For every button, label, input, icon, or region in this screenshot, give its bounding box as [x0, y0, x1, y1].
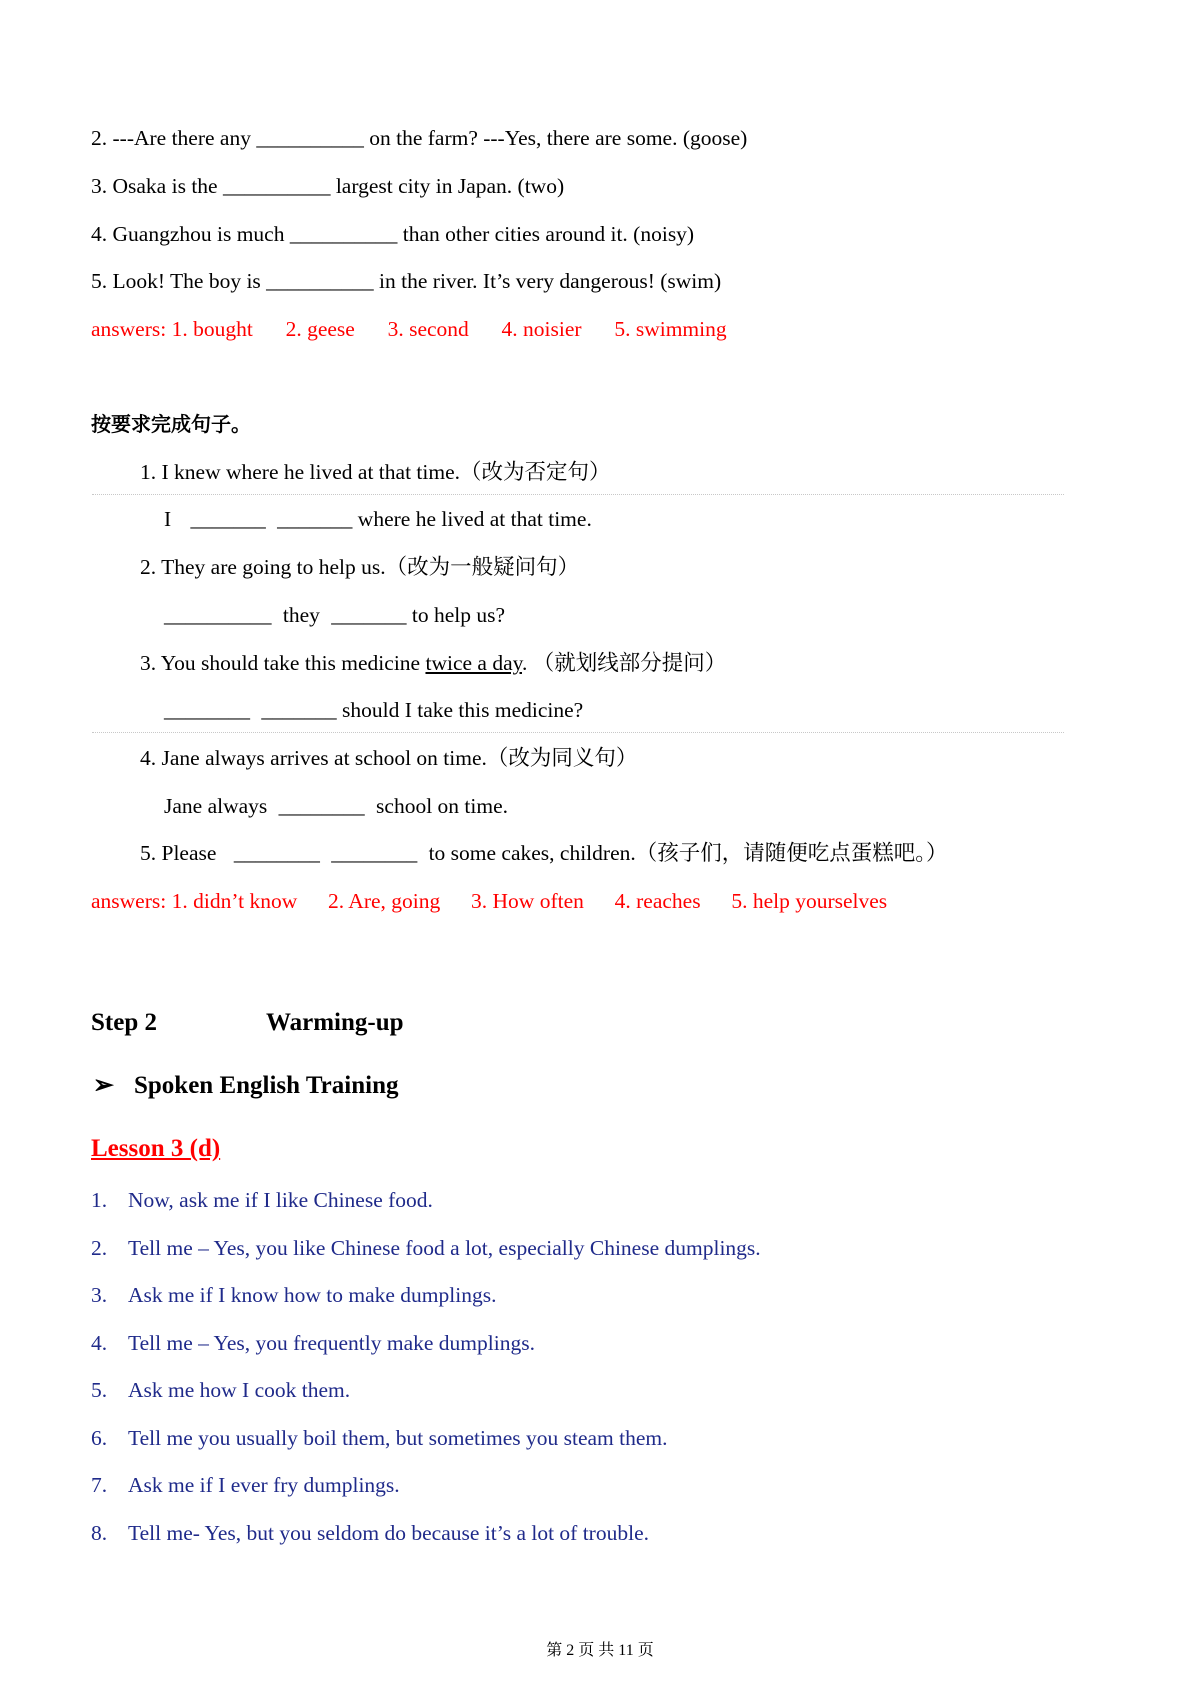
- lesson-item: 8. Tell me- Yes, but you seldom do because it’s a lot of trouble.: [91, 1521, 649, 1545]
- exercise2-q1-blank: I _______ _______ where he lived at that time.: [164, 507, 592, 531]
- answer-4: 4. reaches: [614, 889, 701, 913]
- exercise2-q4: 4. Jane always arrives at school on time.（改为同义句）: [140, 746, 638, 770]
- answer-2: 2. geese: [285, 317, 355, 341]
- underlined-phrase: twice a day: [425, 651, 522, 675]
- exercise1-answers: [91, 319, 727, 341]
- lesson-item: 5. Ask me how I cook them.: [91, 1378, 351, 1402]
- exercise2-q1: 1. I knew where he lived at that time.（改为否定句）: [140, 460, 611, 484]
- answer-4: 4. noisier: [501, 317, 582, 341]
- exercise1-q2: 2. ---Are there any __________ on the farm? ---Yes, there are some. (goose): [91, 126, 748, 150]
- answer-2: 2. Are, going: [327, 889, 441, 913]
- exercise2-q5: 5. Please ________ ________ to some cakes, children.（孩子们，请随便吃点蛋糕吧。）: [140, 841, 948, 865]
- exercise2-q3-blank: ________ _______ should I take this medicine?: [164, 698, 584, 722]
- exercise1-q4: 4. Guangzhou is much __________ than other cities around it. (noisy): [91, 222, 695, 246]
- answer-1: 1. bought: [171, 317, 253, 341]
- lesson-title: Lesson 3 (d): [91, 1135, 221, 1162]
- exercise1-q5: 5. Look! The boy is __________ in the river. It’s very dangerous! (swim): [91, 269, 722, 293]
- divider: [92, 732, 1064, 733]
- exercise2-q3: 3. You should take this medicine twice a day. （就划线部分提问）: [140, 651, 727, 675]
- lesson-item: 1. Now, ask me if I like Chinese food.: [91, 1188, 433, 1212]
- page-footer: 第 2 页 共 11 页: [546, 1642, 654, 1659]
- answer-3: 3. How often: [471, 889, 584, 913]
- exercise2-q4-blank: Jane always ________ school on time.: [164, 794, 509, 818]
- lesson-item: 3. Ask me if I know how to make dumplings.: [91, 1283, 497, 1307]
- lesson-item: 2. Tell me – Yes, you like Chinese food a lot, especially Chinese dumplings.: [91, 1236, 761, 1260]
- exercise2-q2: 2. They are going to help us.（改为一般疑问句）: [140, 555, 580, 579]
- lesson-item: 4. Tell me – Yes, you frequently make dumplings.: [91, 1331, 535, 1355]
- answer-5: 5. help yourselves: [731, 889, 888, 913]
- lesson-item: 6. Tell me you usually boil them, but sometimes you steam them.: [91, 1426, 668, 1450]
- answer-3: 3. second: [387, 317, 469, 341]
- lesson-item: 7. Ask me if I ever fry dumplings.: [91, 1473, 400, 1497]
- bullet-arrow-icon: ➢: [93, 1072, 114, 1099]
- divider: [92, 494, 1064, 495]
- step-title: Warming-up: [266, 1009, 404, 1036]
- exercise2-answers: answers: 1. didn’t know 2. Are, going 3. How often 4. reaches 5. help yourselves: [91, 889, 888, 913]
- section-title: 按要求完成句子。: [91, 412, 251, 436]
- exercise2-q2-blank: __________ they _______ to help us?: [164, 603, 506, 627]
- exercise1-q3: 3. Osaka is the __________ largest city in Japan. (two): [91, 174, 565, 198]
- answer-1: 1. didn’t know: [171, 889, 298, 913]
- step-label: Step 2: [91, 1009, 157, 1036]
- subtitle: Spoken English Training: [134, 1072, 399, 1099]
- answers-label: answers:: [91, 317, 167, 341]
- answer-5: 5. swimming: [614, 317, 727, 341]
